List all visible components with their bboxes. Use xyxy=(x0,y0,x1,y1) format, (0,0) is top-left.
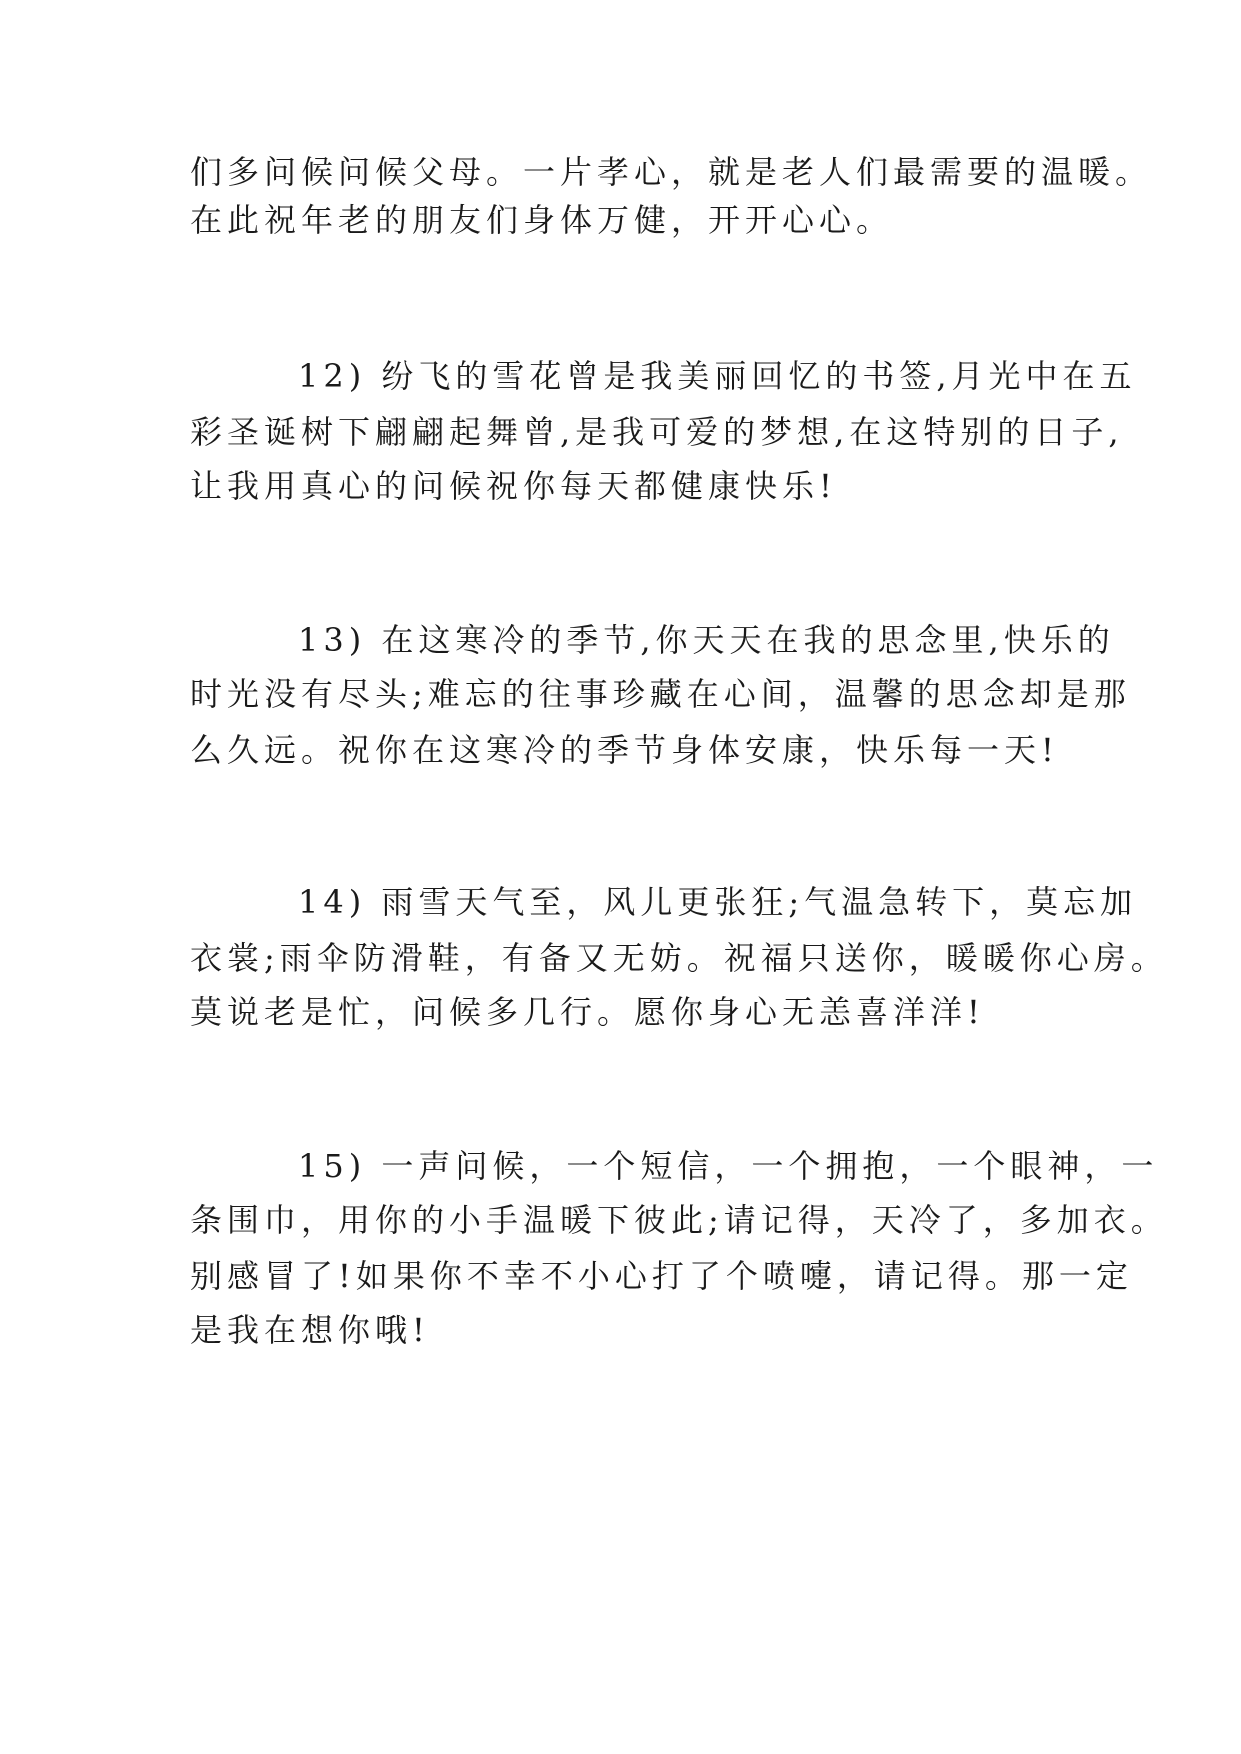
paragraph-13-line-2: 时光没有尽头;难忘的往事珍藏在心间，温馨的思念却是那 xyxy=(190,675,1131,713)
paragraph-14-line-1: 14) 雨雪天气至，风儿更张狂;气温急转下，莫忘加 xyxy=(298,883,1138,921)
paragraph-14-line-2: 衣裳;雨伞防滑鞋，有备又无妨。祝福只送你，暖暖你心房。 xyxy=(190,939,1168,977)
paragraph-12-line-3: 让我用真心的问候祝你每天都健康快乐! xyxy=(190,467,837,505)
paragraph-13-line-1: 13) 在这寒冷的季节,你天天在我的思念里,快乐的 xyxy=(298,621,1115,659)
paragraph-14-line-3: 莫说老是忙，问候多几行。愿你身心无恙喜洋洋! xyxy=(190,993,985,1031)
paragraph-15-line-3: 别感冒了!如果你不幸不小心打了个喷嚏，请记得。那一定 xyxy=(190,1257,1133,1295)
continuation-line-2: 在此祝年老的朋友们身体万健，开开心心。 xyxy=(190,201,894,239)
paragraph-15-line-1: 15) 一声问候，一个短信，一个拥抱，一个眼神，一 xyxy=(298,1147,1159,1185)
paragraph-15-line-4: 是我在想你哦! xyxy=(190,1311,430,1349)
paragraph-15-line-2: 条围巾，用你的小手温暖下彼此;请记得，天冷了，多加衣。 xyxy=(190,1201,1168,1239)
continuation-line-1: 们多问候问候父母。一片孝心，就是老人们最需要的温暖。 xyxy=(190,153,1153,191)
paragraph-12-line-1: 12) 纷飞的雪花曾是我美丽回忆的书签,月光中在五 xyxy=(298,357,1137,395)
paragraph-13-line-3: 么久远。祝你在这寒冷的季节身体安康，快乐每一天! xyxy=(190,731,1059,769)
paragraph-12-line-2: 彩圣诞树下翩翩起舞曾,是我可爱的梦想,在这特别的日子, xyxy=(190,413,1124,451)
